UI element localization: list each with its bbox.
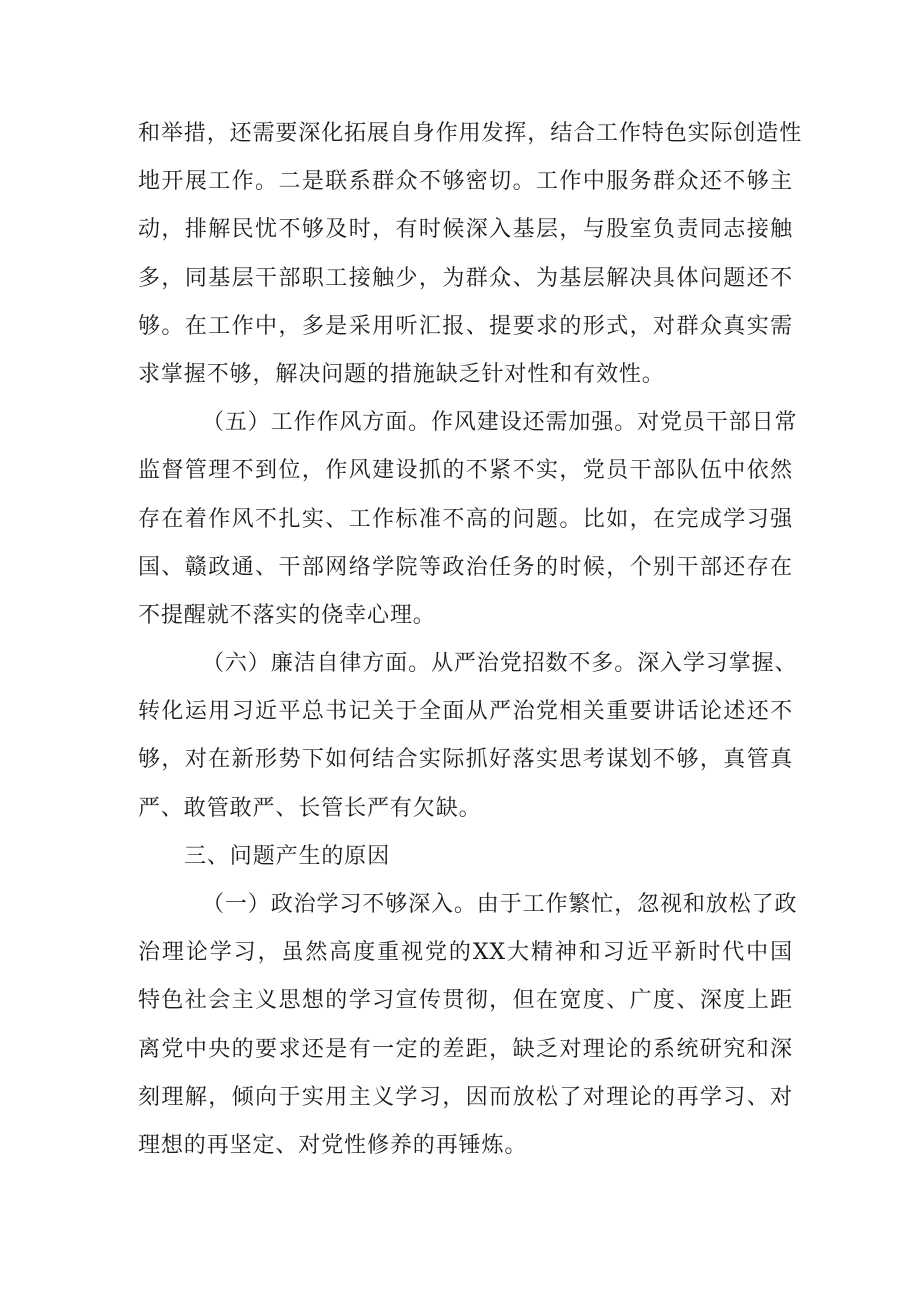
- text-line: 特色社会主义思想的学习宣传贯彻，但在宽度、广度、深度上距: [138, 988, 793, 1014]
- text-line: 够，对在新形势下如何结合实际抓好落实思考谋划不够，真管真: [138, 747, 793, 773]
- text-line: 离党中央的要求还是有一定的差距，缺乏对理论的系统研究和深: [138, 1036, 793, 1062]
- text-line: 刻理解，倾向于实用主义学习，因而放松了对理论的再学习、对: [138, 1084, 793, 1110]
- text-line: 理想的再坚定、对党性修养的再锤炼。: [138, 1132, 528, 1158]
- text-line: 监督管理不到位，作风建设抓的不紧不实，党员干部队伍中依然: [138, 458, 793, 484]
- text-line: 地开展工作。二是联系群众不够密切。工作中服务群众还不够主: [138, 169, 793, 195]
- text-line: 和举措，还需要深化拓展自身作用发挥，结合工作特色实际创造性: [138, 121, 803, 146]
- text-line: 不提醒就不落实的侥幸心理。: [138, 602, 436, 628]
- section-heading-6: （六）廉洁自律方面。从严治党招数不多。深入学习掌握、: [202, 651, 798, 677]
- section-heading-5: （五）工作作风方面。作风建设还需加强。对党员干部日常: [202, 410, 798, 436]
- text-line: 多，同基层干部职工接触少，为群众、为基层解决具体问题还不: [138, 265, 793, 291]
- text-line: 动，排解民忧不够及时，有时候深入基层，与股室负责同志接触: [138, 217, 793, 243]
- text-line: 够。在工作中，多是采用听汇报、提要求的形式，对群众真实需: [138, 313, 793, 339]
- section-heading-1: （一）政治学习不够深入。由于工作繁忙，忽视和放松了政: [202, 892, 798, 917]
- text-line: 转化运用习近平总书记关于全面从严治党相关重要讲话论述还不: [138, 699, 793, 725]
- text-line: 严、敢管敢严、长管长严有欠缺。: [138, 795, 482, 821]
- text-line: 存在着作风不扎实、工作标准不高的问题。比如，在完成学习强: [138, 506, 793, 532]
- text-line: 治理论学习，虽然高度重视党的XX大精神和习近平新时代中国: [138, 940, 793, 966]
- body-text: [138, 110, 803, 1170]
- chapter-heading-3: 三、问题产生的原因: [184, 843, 391, 869]
- text-line: 求掌握不够，解决问题的措施缺乏针对性和有效性。: [138, 361, 665, 387]
- text-line: 国、赣政通、干部网络学院等政治任务的时候，个别干部还存在: [138, 554, 793, 580]
